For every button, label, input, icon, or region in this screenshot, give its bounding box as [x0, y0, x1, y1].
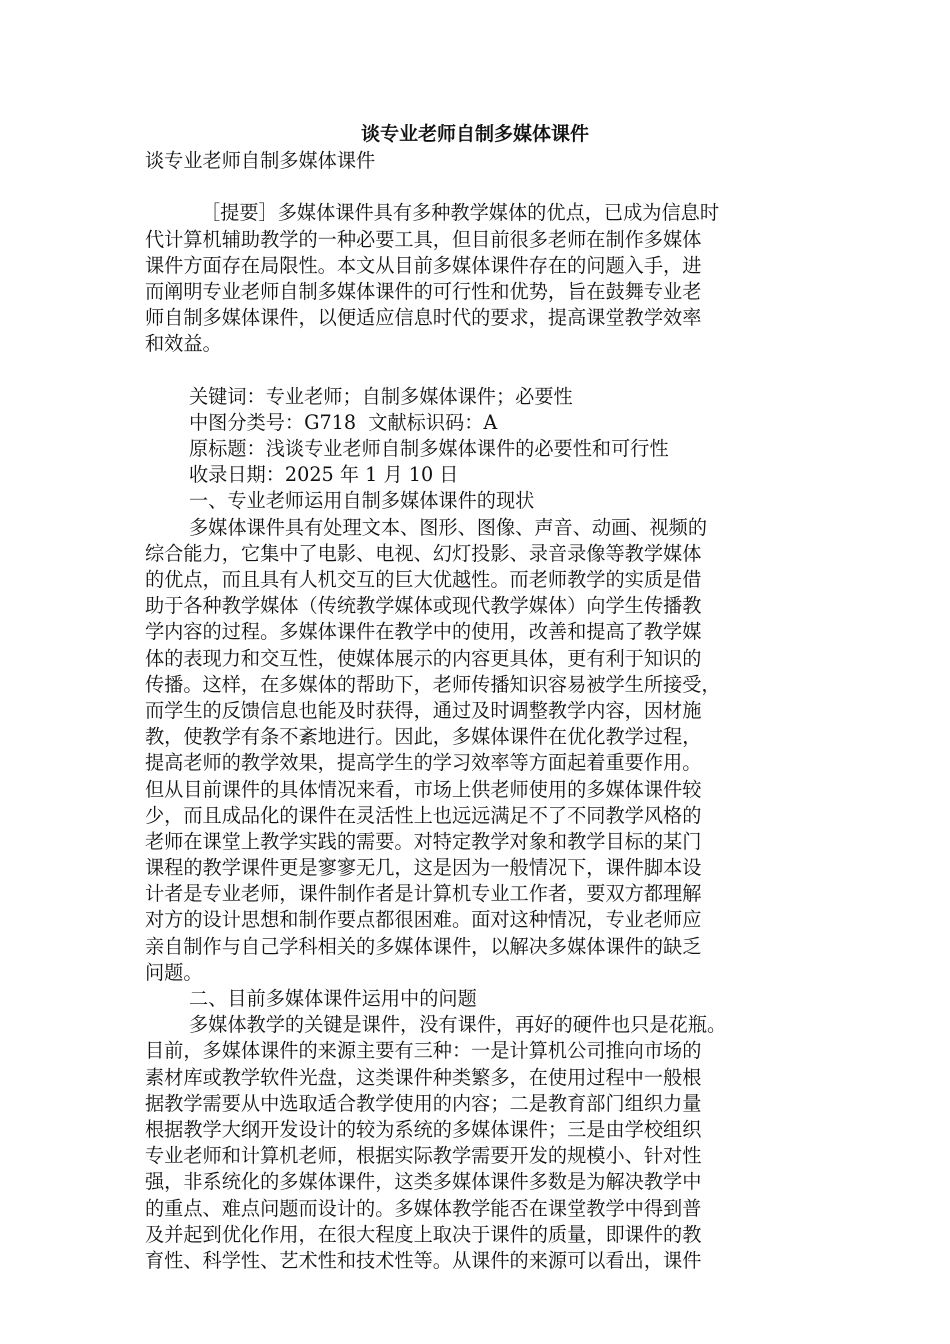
abstract-line: 代计算机辅助教学的一种必要工具，但目前很多老师在制作多媒体: [145, 227, 702, 251]
paragraph-line: 传播。这样，在多媒体的帮助下，老师传播知识容易被学生所接受，: [145, 672, 721, 696]
paragraph-line: 少，而且成品化的课件在灵活性上也远远满足不了不同教学风格的: [145, 803, 702, 827]
paragraph-line: 但从目前课件的具体情况来看，市场上供老师使用的多媒体课件较: [145, 777, 702, 801]
section-heading: 二、目前多媒体课件运用中的问题: [189, 987, 477, 1010]
meta-block: [145, 384, 805, 489]
paragraph-line: 体的表现力和交互性，使媒体展示的内容更具体，更有利于知识的: [145, 646, 702, 670]
blank-line: [145, 174, 805, 200]
paragraph-line: 目前，多媒体课件的来源主要有三种：一是计算机公司推向市场的: [145, 1039, 702, 1063]
section-heading: 一、专业老师运用自制多媒体课件的现状: [189, 489, 535, 513]
paragraph-line: 据教学需要从中选取适合教学使用的内容；二是教育部门组织力量: [145, 1091, 702, 1115]
paragraph-line: 育性、科学性、艺术性和技术性等。从课件的来源可以看出，课件: [145, 1248, 702, 1272]
paragraph-line: 亲自制作与自己学科相关的多媒体课件，以解决多媒体课件的缺乏: [145, 934, 702, 958]
document-subtitle: 谈专业老师自制多媒体课件: [145, 149, 376, 172]
paragraph-line: 多媒体教学的关键是课件，没有课件，再好的硬件也只是花瓶。: [189, 1013, 727, 1037]
paragraph-line: 学内容的过程。多媒体课件在教学中的使用，改善和提高了教学媒: [145, 620, 702, 644]
paragraph-line: 素材库或教学软件光盘，这类课件种类繁多，在使用过程中一般根: [145, 1065, 702, 1089]
classification-line: 中图分类号：G718 文献标识码：A: [189, 410, 498, 434]
keywords-line: 关键词：专业老师；自制多媒体课件；必要性: [189, 384, 573, 408]
blank-line: [145, 358, 805, 384]
paragraph-line: 课程的教学课件更是寥寥无几，这是因为一般情况下，课件脚本设: [145, 856, 702, 880]
section-1: [145, 488, 805, 986]
section-2: [145, 986, 805, 1274]
paragraph-line: 综合能力，它集中了电影、电视、幻灯投影、录音录像等教学媒体: [145, 541, 702, 565]
paragraph-line: 计者是专业老师，课件制作者是计算机专业工作者，要双方都理解: [145, 882, 702, 906]
paragraph-line: 提高老师的教学效果，提高学生的学习效率等方面起着重要作用。: [145, 751, 702, 775]
paragraph-line: 专业老师和计算机老师，根据实际教学需要开发的规模小、针对性: [145, 1144, 702, 1168]
paragraph-line: 问题。: [145, 960, 203, 984]
paragraph-line: 老师在课堂上教学实践的需要。对特定教学对象和教学目标的某门: [145, 829, 702, 853]
abstract-line: 师自制多媒体课件，以便适应信息时代的要求，提高课堂教学效率: [145, 306, 702, 330]
paragraph-line: 强，非系统化的多媒体课件，这类多媒体课件多数是为解决教学中: [145, 1170, 702, 1194]
abstract-line: ［提要］多媒体课件具有多种教学媒体的优点，已成为信息时: [201, 201, 720, 225]
abstract-line: 而阐明专业老师自制多媒体课件的可行性和优势，旨在鼓舞专业老: [145, 279, 702, 303]
paragraph-line: 教，使教学有条不紊地进行。因此，多媒体课件在优化教学过程，: [145, 725, 702, 749]
original-title-line: 原标题：浅谈专业老师自制多媒体课件的必要性和可行性: [189, 437, 669, 461]
paragraph-line: 的优点，而且具有人机交互的巨大优越性。而老师教学的实质是借: [145, 568, 702, 591]
paragraph-line: 及并起到优化作用，在很大程度上取决于课件的质量，即课件的教: [145, 1222, 702, 1246]
paragraph-line: 多媒体课件具有处理文本、图形、图像、声音、动画、视频的: [189, 515, 708, 539]
paragraph-line: 的重点、难点问题而设计的。多媒体教学能否在课堂教学中得到普: [145, 1196, 702, 1220]
paragraph-line: 助于各种教学媒体（传统教学媒体或现代教学媒体）向学生传播教: [145, 594, 702, 618]
abstract-line: 和效益。: [145, 332, 222, 356]
paragraph-line: 而学生的反馈信息也能及时获得，通过及时调整教学内容，因材施: [145, 698, 702, 722]
paragraph-line: 对方的设计思想和制作要点都很困难。面对这种情况，专业老师应: [145, 908, 702, 932]
abstract-paragraph: [145, 200, 805, 357]
paragraph-line: 根据教学大纲开发设计的较为系统的多媒体课件；三是由学校组织: [145, 1117, 702, 1141]
document-title: 谈专业老师自制多媒体课件: [360, 123, 589, 145]
received-date-line: 收录日期：2025 年 1 月 10 日: [189, 463, 459, 487]
abstract-line: 课件方面存在局限性。本文从目前多媒体课件存在的问题入手，进: [145, 253, 702, 277]
document-body: [145, 148, 805, 1274]
